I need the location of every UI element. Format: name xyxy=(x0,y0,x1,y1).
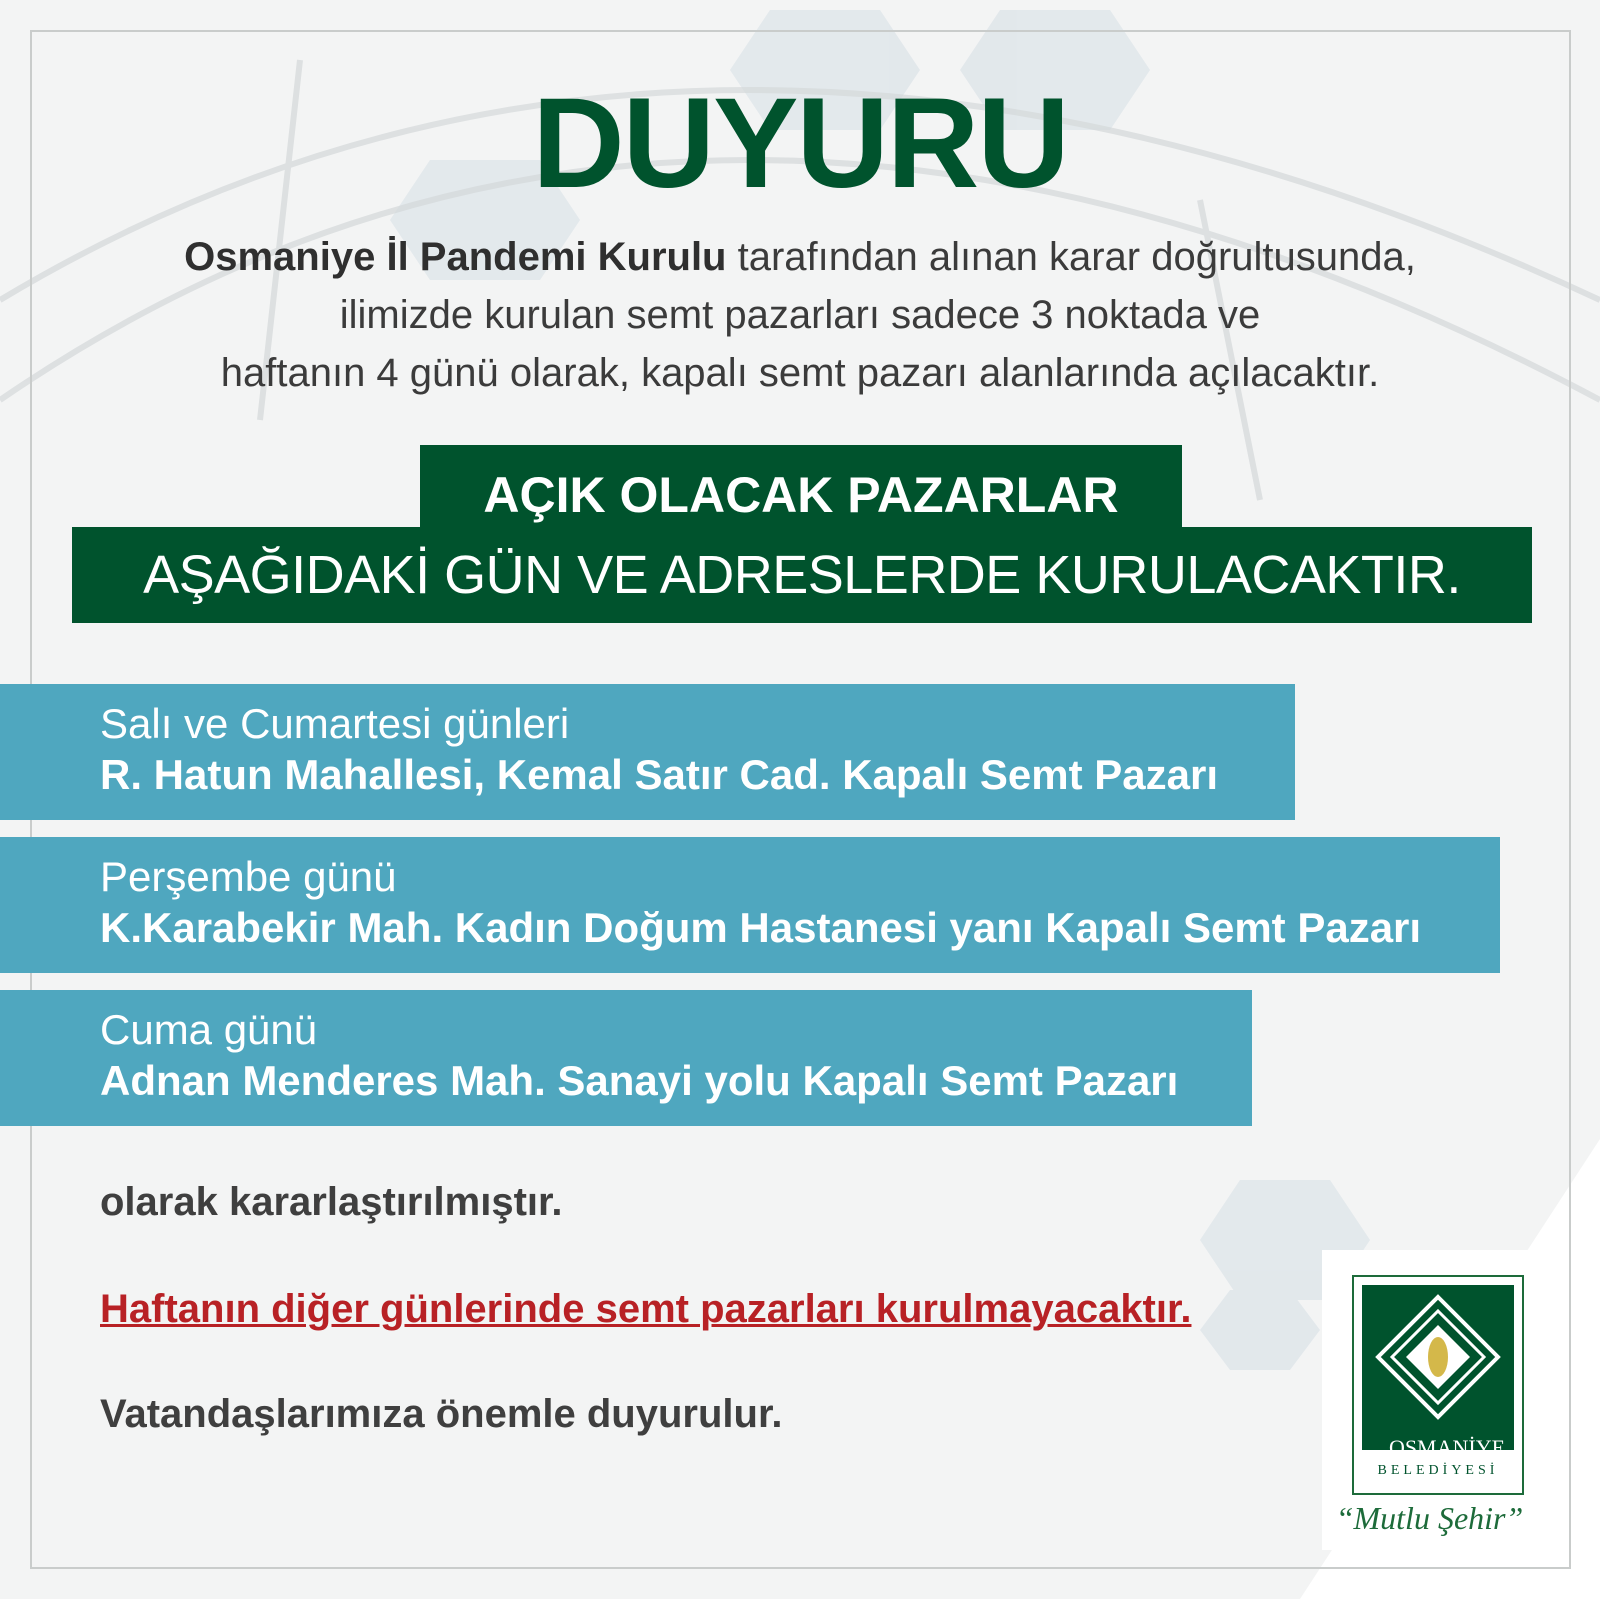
logo-subtitle: BELEDİYESİ xyxy=(1354,1463,1522,1479)
warning-text: Haftanın diğer günlerinde semt pazarları kurulmayacaktır. xyxy=(100,1287,1192,1331)
location-address: K.Karabekir Mah. Kadın Doğum Hastanesi yanı Kapalı Semt Pazarı xyxy=(100,904,1422,951)
logo-frame xyxy=(1352,1275,1524,1495)
municipality-logo xyxy=(1322,1250,1532,1550)
location-days: Salı ve Cumartesi günleri xyxy=(100,700,570,747)
intro-line1: tarafından alınan karar doğrultusunda, xyxy=(726,235,1416,279)
emblem-icon xyxy=(1362,1285,1514,1425)
heading-band: AŞAĞIDAKİ GÜN VE ADRESLERDE KURULACAKTIR. xyxy=(72,527,1532,623)
heading-tab: AÇIK OLACAK PAZARLAR xyxy=(420,445,1182,535)
location-item xyxy=(0,837,1500,973)
closing-text: olarak kararlaştırılmıştır. xyxy=(100,1180,563,1224)
page-title: DUYURU xyxy=(532,72,1068,215)
location-item xyxy=(0,684,1295,820)
location-address: Adnan Menderes Mah. Sanayi yolu Kapalı Semt Pazarı xyxy=(100,1057,1179,1104)
logo-name: OSMANİYE xyxy=(1388,1435,1506,1460)
intro-bold: Osmaniye İl Pandemi Kurulu xyxy=(184,235,727,279)
location-address: R. Hatun Mahallesi, Kemal Satır Cad. Kapalı Semt Pazarı xyxy=(100,751,1219,798)
location-item xyxy=(0,990,1252,1126)
logo-slogan: “Mutlu Şehir” xyxy=(1335,1500,1524,1536)
intro-line2: ilimizde kurulan semt pazarları sadece 3 noktada ve xyxy=(339,293,1261,337)
footer-text: Vatandaşlarımıza önemle duyurulur. xyxy=(100,1392,783,1436)
intro-text xyxy=(60,228,1540,402)
location-days: Perşembe günü xyxy=(100,853,397,900)
intro-line3: haftanın 4 günü olarak, kapalı semt pazarı alanlarında açılacaktır. xyxy=(220,351,1380,395)
location-days: Cuma günü xyxy=(100,1006,318,1053)
logo-emblem xyxy=(1362,1285,1514,1460)
